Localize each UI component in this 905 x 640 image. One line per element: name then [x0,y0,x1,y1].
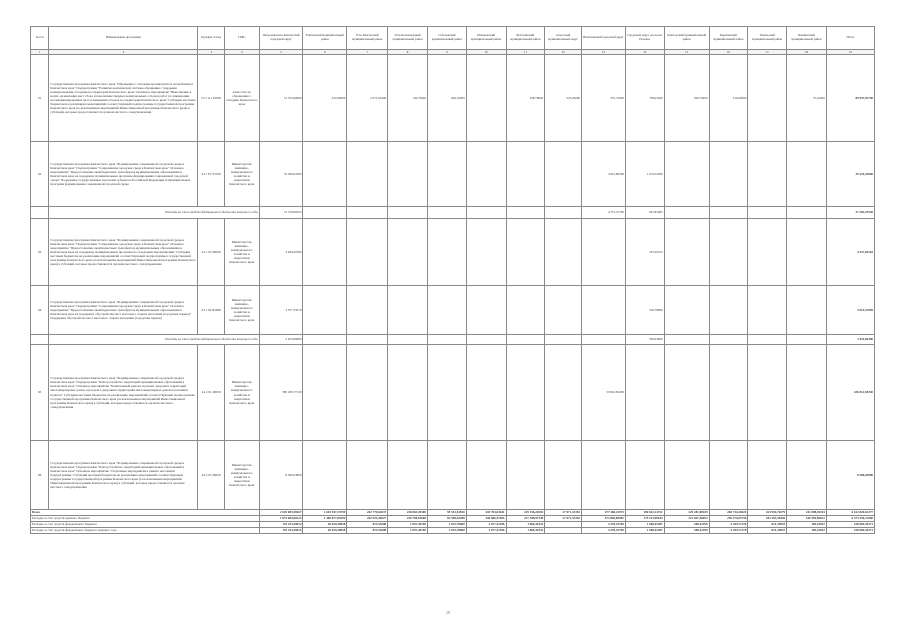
totals-cell: 262 779,62637 [347,510,388,516]
amount-cell [347,142,388,207]
totals-cell: 1 480 877,85399 [303,516,347,522]
totals-cell: 1 897,46700 [388,522,428,528]
amount-cell: 758,03300 [625,55,664,142]
amount-cell: 3 077,33579 [259,286,303,335]
row-number: 66 [31,441,49,510]
totals-cell: 227 388,97249 [506,516,545,522]
table-row [31,345,875,441]
totals-cell: 241 088,81104 [787,510,827,516]
amount-cell [545,142,582,207]
column-header: Пенжинский муниципальный район [787,27,827,50]
column-number: 3 [198,50,225,55]
amount-cell [664,142,709,207]
column-number: 6 [303,50,347,55]
amount-cell [748,441,787,510]
amount-cell [545,286,582,335]
row-total: 4 537,65263 [826,219,874,286]
totals-cell: 473 890,89081 [582,516,626,522]
totals-label: Расходы за счет средств краевого бюджета [31,516,260,522]
totals-cell: 240 559,89022 [787,516,827,522]
totals-cell: 1 608,45487 [625,528,664,534]
totals-cell: 229 196,20281 [506,510,545,516]
totals-grand: 6 612 826,62377 [826,510,874,516]
program-name: Государственная программа Камчатского края "Обращение с отходами производства и потребления в Камчатском крае" Подпрограмма "Развитие комплексной системы обращения с твердыми коммунальными отходами на территории Камчатского края" Основное мероприятие "Выполнение в целях организации мест сбора и накопления твердых коммунальных отходов работ по ликвидации несанкционированных мест размещения отходов на территории Камчатского края" Субсидии местным бюджетам на реализацию мероприятий соответствующей подпрограммы государственной программы Камчатского края (за исключением мероприятий Инвестиционной программы Камчатского края) в субсидий, которые предоставляются органам местного самоуправления [49,55,198,142]
totals-cell: 1 866,41032 [506,522,545,528]
amount-cell [664,219,709,286]
table-body [31,55,875,534]
totals-cell: 4 459,71178 [709,528,748,534]
totals-cell: 27 071,33392 [545,510,582,516]
totals-label: Расходы за счет средств федерального бюджета [31,522,260,528]
budget-table [30,26,875,534]
totals-grand: 238 669,30371 [826,522,874,528]
totals-cell: 2 932,78680 [427,528,466,534]
subtotal-row [31,207,875,219]
column-number: 14 [625,50,664,55]
amount-cell: 509,94600 [625,335,664,345]
amount-cell [664,335,709,345]
amount-cell [303,441,347,510]
column-number: 17 [748,50,787,55]
column-header: ГРБС [224,27,259,50]
totals-cell: 821,39835 [748,528,787,534]
totals-cell: 95 531,54920 [427,510,466,516]
amount-cell [748,55,787,142]
amount-cell [506,345,545,441]
column-header: Усть-Камчатский муниципальный район [347,27,388,50]
totals-cell [545,528,582,534]
amount-cell [582,441,626,510]
totals-cell: 1 874 684,08123 [259,516,303,522]
amount-cell: 385 189,77130 [259,345,303,441]
program-name: Государственная программа Камчатского края "Формирование современной городской среды в Камчатском крае" Подпрограмма "Благоустройство территорий муниципальных образований в Камчатском крае" Основное мероприятие "Отдельные мероприятия в рамках настоящей подпрограммы" Субсидии местным бюджетам на реализацию мероприятий соответствующей подпрограммы государственной программы Камчатского края (за исключением мероприятий Инвестиционной программы Камчатского края) в субсидий, которые предоставляются органам местного самоуправления [49,441,198,510]
grbs-name: Министерство жилищно-коммунального хозяйства и энергетики Камчатского края [224,286,259,335]
column-number: 1 [31,50,49,55]
totals-cell: 1 897,46700 [388,528,428,534]
subtotal-row [31,335,875,345]
row-subtitle: Расходы за счет средств федерального бюджета текущего года [49,335,259,345]
column-header: Олюторский муниципальный район [664,27,709,50]
amount-cell [748,219,787,286]
row-subtitle: Расходы за счет средств федерального бюджета текущего года [49,207,259,219]
amount-cell [303,345,347,441]
column-number: 18 [787,50,827,55]
amount-cell [427,345,466,441]
amount-cell [748,207,787,219]
totals-cell: 238 665,49300 [388,510,428,516]
totals-cell: 260 734,24824 [709,510,748,516]
totals-cell: 46 029,38058 [303,528,347,534]
row-total: 3 614,23985 [826,286,874,335]
column-number: 5 [259,50,303,55]
column-header: Петропавловск-Камчатский городской округ [259,27,303,50]
row-number: 64 [31,286,49,335]
amount-cell [466,345,506,441]
table-row [31,286,875,335]
amount-cell: 4 284,29784 [259,219,303,286]
column-header: Итого [826,27,874,50]
column-number: 10 [466,50,506,55]
amount-cell [427,219,466,286]
amount-cell [545,335,582,345]
totals-cell: 4 578,33790 [582,528,626,534]
column-header: Мильковский муниципальный район [466,27,506,50]
column-number: 12 [545,50,582,55]
amount-cell: 337,74000 [582,55,626,142]
row-total: 3 433,60300 [826,335,874,345]
column-header: Наименование программы [49,27,198,50]
amount-cell [388,335,428,345]
amount-cell [625,441,664,510]
totals-cell: 180 822,14721 [625,510,664,516]
grbs-name: Агентство по обращению с отходами Камчатского края [224,55,259,142]
totals-cell: 821,39835 [748,522,787,528]
amount-cell: 33 399,02300 [259,142,303,207]
totals-cell: 1 866,41032 [506,528,545,534]
amount-cell [388,219,428,286]
totals-grand: 238 669,30371 [826,528,874,534]
row-total: 39 224,43800 [826,142,874,207]
column-number: 7 [347,50,388,55]
grbs-name: Министерство жилищно-коммунального хозяйства и энергетики Камчатского края [224,219,259,286]
amount-cell: 1 074,54300 [625,142,664,207]
amount-cell [506,142,545,207]
amount-cell [427,335,466,345]
row-number: 63 [31,219,49,286]
amount-cell [787,207,827,219]
totals-cell: 2 045 083,58207 [259,510,303,516]
amount-cell [303,335,347,345]
totals-cell: 169,24032 [787,522,827,528]
totals-cell: 4 578,33790 [582,522,626,528]
column-header: Карагинский муниципальный район [709,27,748,50]
amount-cell [787,219,827,286]
amount-cell: 216,00000 [709,55,748,142]
row-number: 62 [31,142,49,207]
totals-cell: 262 923,49627 [347,516,388,522]
column-number: 11 [506,50,545,55]
amount-cell: 2 923,69080 [259,335,303,345]
totals-cell: 1 610 947,25799 [303,510,347,516]
column-number: 9 [427,50,466,55]
amount-cell [347,441,388,510]
program-name: Государственная программа Камчатского края "Формирование современной городской среды в Камчатском крае" Подпрограмма "Современная городская среда в Камчатском крае" Основное мероприятие "Предоставление межбюджетных трансфертов муниципальным образованиям в Камчатском крае на поддержку обустройства мест массового отдыха населения (городских парков)" Поддержка обустройства мест массового отдыха населения (городских парков) [49,286,198,335]
amount-cell: 253,26103 [625,219,664,286]
amount-cell [625,345,664,441]
amount-cell [748,142,787,207]
amount-cell [545,207,582,219]
table-row [31,441,875,510]
totals-cell: 170 433,49014 [259,522,303,528]
column-header: Соболевский муниципальный район [427,27,466,50]
grbs-name: Министерство жилищно-коммунального хозяйства и энергетики Камчатского края [224,345,259,441]
totals-cell: 221 837,46693 [664,516,709,522]
amount-cell [347,207,388,219]
amount-cell [466,142,506,207]
amount-cell [709,345,748,441]
amount-cell [506,286,545,335]
totals-cell: 82 598,63288 [427,516,466,522]
amount-cell [748,335,787,345]
amount-cell [545,441,582,510]
amount-cell [787,335,827,345]
amount-cell: 4 575,27790 [582,207,626,219]
column-header: Вилючинский городской округ [582,27,626,50]
amount-cell: 136,70000 [388,55,428,142]
target-code: 24 1 02 40030 [198,219,225,286]
amount-cell [303,219,347,286]
column-number: 2 [49,50,198,55]
amount-cell [787,286,827,335]
row-number [31,335,49,345]
target-code: 24 2 01 40030 [198,345,225,441]
totals-cell: 288,41499 [664,528,709,534]
column-header: Городской округ «поселок Палана» [625,27,664,50]
column-header: Елизовский муниципальный район [303,27,347,50]
amount-cell [709,286,748,335]
amount-cell: 2 971,92400 [347,55,388,142]
column-number: 16 [709,50,748,55]
column-header: Усть-Большерецкий муниципальный район [388,27,428,50]
amount-cell [466,286,506,335]
page-number: 19 [446,610,450,615]
amount-cell [664,441,709,510]
totals-cell: 2 932,78680 [427,522,466,528]
amount-cell: 51 353,69600 [259,55,303,142]
amount-cell [748,345,787,441]
totals-cell: 873,53608 [347,528,388,534]
amount-cell [506,207,545,219]
amount-cell: 8 586,03800 [259,441,303,510]
amount-cell [787,142,827,207]
column-header: Целевая статья [198,27,225,50]
amount-cell [466,219,506,286]
program-name: Государственная программа Камчатского края "Формирование современной городской среды в Камчатском крае" Подпрограмма "Современная городская среда в Камчатском крае" Основное мероприятие "Предоставление межбюджетных трансфертов муниципальным образованиям в Камчатском крае на поддержку муниципальных программ по отдельным мероприятиям" Субсидии местным бюджетам на реализацию мероприятий соответствующей подпрограммы государственной программы Камчатского края (за исключением мероприятий Инвестиционной программы Камчатского края) в субсидий, которые предоставляются органам местного самоуправления [49,219,198,286]
totals-cell: 3 677,32186 [466,528,506,534]
totals-cell: 46 029,38058 [303,522,347,528]
header-row [31,27,875,50]
amount-cell [427,207,466,219]
amount-cell [466,55,506,142]
totals-cell: 27 071,33392 [545,516,582,522]
column-number: 15 [664,50,709,55]
amount-cell [506,335,545,345]
amount-cell [347,286,388,335]
totals-cell: 183 163,36440 [748,516,787,522]
amount-cell [664,286,709,335]
amount-cell [388,286,428,335]
amount-cell [582,335,626,345]
column-header: Быстринский муниципальный район [506,27,545,50]
amount-cell: 536,78806 [625,286,664,335]
table-row [31,142,875,207]
amount-cell [466,207,506,219]
totals-label: Всего [31,510,260,516]
amount-cell: 452,00600 [303,55,347,142]
column-number: 8 [388,50,428,55]
amount-cell [388,207,428,219]
amount-cell [664,345,709,441]
column-header: Тигильский муниципальный район [748,27,787,50]
totals-cell: 440 686,31605 [466,516,506,522]
amount-cell [506,441,545,510]
column-header: Алеутский муниципальный округ [545,27,582,50]
amount-cell [582,286,626,335]
amount-cell [303,142,347,207]
amount-cell [787,441,827,510]
amount-cell [709,335,748,345]
totals-cell: 163 994,76279 [748,510,787,516]
amount-cell [709,219,748,286]
amount-cell [709,207,748,219]
table-row [31,219,875,286]
row-number [31,207,49,219]
totals-cell: 229 281,88109 [664,510,709,516]
grbs-name: Министерство жилищно-коммунального хозяйства и энергетики Камчатского края [224,142,259,207]
amount-cell [545,345,582,441]
amount-cell: 525,20000 [545,55,582,142]
totals-cell: 236 768,81608 [388,516,428,522]
column-number: 19 [826,50,874,55]
program-name: Государственная программа Камчатского края "Формирование современной городской среды в Камчатском крае" Подпрограмма "Благоустройство территорий муниципальных образований в Камчатском крае" Основное мероприятие "Капитальный ремонт и ремонт дворовых территорий многоквартирных домов, проездов к дворовым территориям многоквартирных домов населенных пунктов" Субсидии местным бюджетам на реализацию мероприятий соответствующей подпрограммы государственной программы Камчатского края (за исключением мероприятий Инвестиционной программы Камчатского края) в субсидий, которые предоставляются органам местного самоуправления [49,345,198,441]
amount-cell [427,142,466,207]
amount-cell [466,441,506,510]
amount-cell [303,207,347,219]
column-number: 13 [582,50,626,55]
totals-cell: 169,24032 [787,528,827,534]
amount-cell [506,219,545,286]
row-total: 8 586,03800 [826,441,874,510]
totals-cell: 477 468,22973 [582,510,626,516]
totals-label: Расходы за счет средств федерального бюджета текущего года [31,528,260,534]
totals-cell: 170 433,49014 [259,528,303,534]
row-number: 61 [31,55,49,142]
amount-cell: 964,10000 [427,55,466,142]
amount-cell [466,335,506,345]
amount-cell: 57,22000 [787,55,827,142]
amount-cell [427,441,466,510]
amount-cell [545,219,582,286]
totals-cell: 179 213,98184 [625,516,664,522]
totals-cell: 256 275,03758 [709,516,748,522]
target-code: 24 1 02 R5600 [198,286,225,335]
totals-cell: 873,53608 [347,522,388,528]
totals-cell: 4 459,71178 [709,522,748,528]
totals-cell: 288,41499 [664,522,709,528]
amount-cell [709,441,748,510]
amount-cell [303,286,347,335]
totals-row [31,528,875,534]
amount-cell [709,142,748,207]
amount-cell [582,219,626,286]
amount-cell: 50 822,81200 [582,345,626,441]
column-header: № п/п [31,27,49,50]
amount-cell: 4 910,86300 [582,142,626,207]
amount-cell [664,207,709,219]
target-code: 23 1 G1 43030 [198,55,225,142]
target-code: 24 1 F2 55550 [198,142,225,207]
amount-cell: 458,78000 [506,55,545,142]
amount-cell [388,345,428,441]
program-name: Государственная программа Камчатского края "Формирование современной городской среды в Камчатском крае" Подпрограмма "Современная городская среда в Камчатском крае" Основное мероприятие "Предоставление межбюджетных трансфертов муниципальным образованиям в Камчатском крае на поддержку муниципальных программ формирования современной городской среды" Поддержка государственных программ субъектов Российской Федерации и муниципальных программ формирования современной городской среды [49,142,198,207]
amount-cell: 929,79400 [664,55,709,142]
amount-cell [388,441,428,510]
column-number: 4 [224,50,259,55]
table-row [31,55,875,142]
amount-cell: 31 729,06225 [259,207,303,219]
amount-cell [347,345,388,441]
totals-cell: 1 608,45487 [625,522,664,528]
amount-cell [347,335,388,345]
row-number: 65 [31,345,49,441]
amount-cell [347,219,388,286]
row-total: 89 947,92750 [826,55,874,142]
grbs-name: Министерство жилищно-коммунального хозяйства и энергетики Камчатского края [224,441,259,510]
target-code: 24 2 05 40030 [198,441,225,510]
totals-grand: 6 373 256,21006 [826,516,874,522]
amount-cell [787,345,827,441]
amount-cell: 961,83485 [625,207,664,219]
amount-cell [748,286,787,335]
amount-cell [427,286,466,335]
amount-cell [388,142,428,207]
row-total: 436 012,58330 [826,345,874,441]
totals-cell: 445 763,63641 [466,510,506,516]
totals-cell: 3 677,32186 [466,522,506,528]
document-sheet [30,26,875,615]
row-total: 37 265,25530 [826,207,874,219]
